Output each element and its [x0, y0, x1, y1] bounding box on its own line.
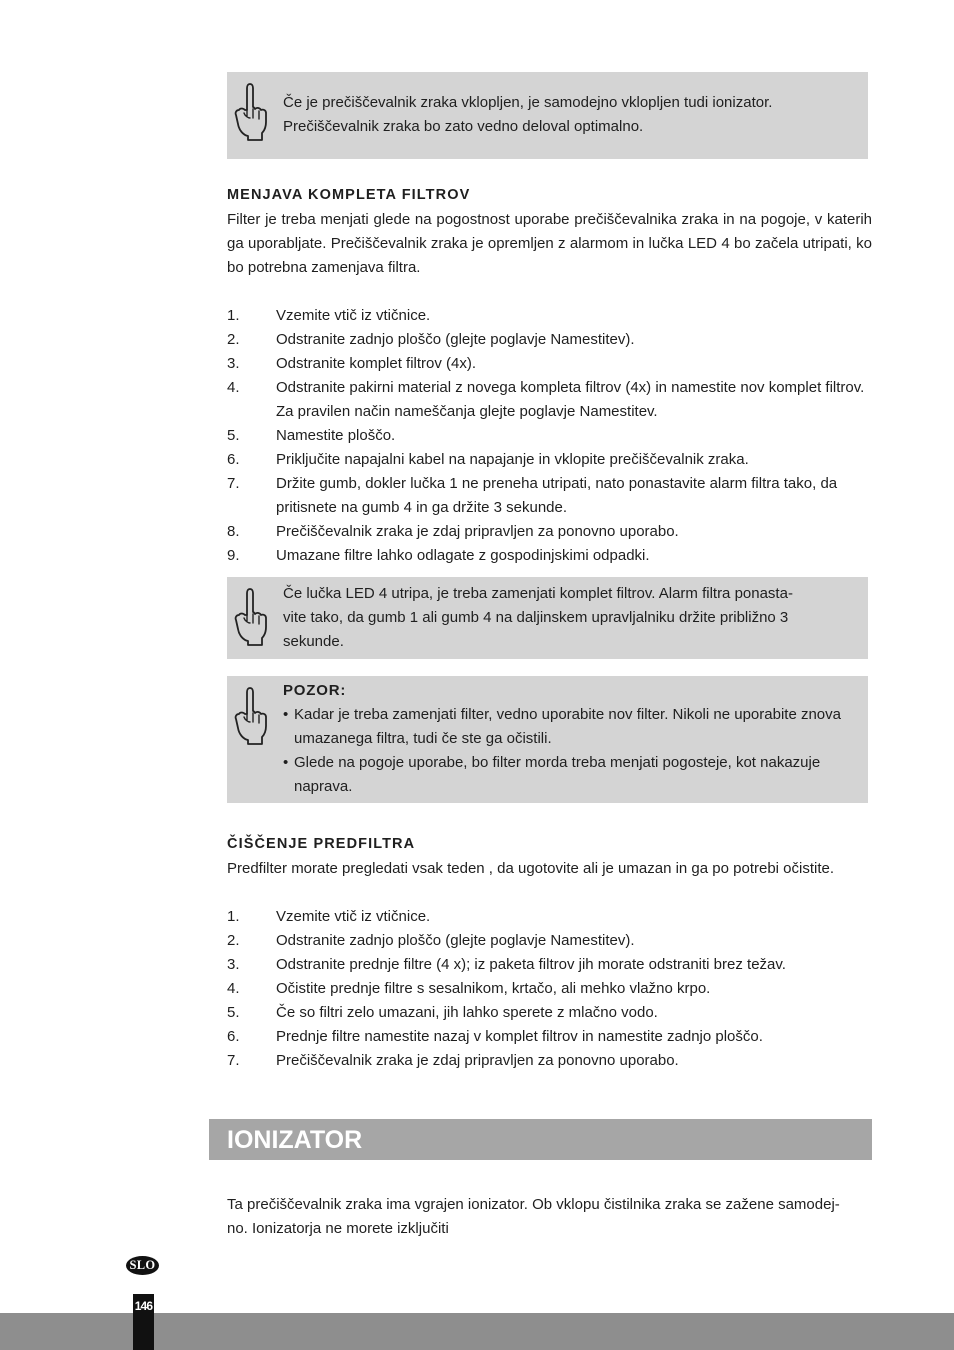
note-line: Če je prečiščevalnik zraka vklopljen, je samodejno vklopljen tudi ionizator. [283, 94, 773, 111]
filter-intro-paragraph: Filter je treba menjati glede na pogostnost uporabe prečiščevalnika zraka in na pogoje, v katerih ga uporabljate. Prečiščevalnik zraka je opremljen z alarmom in lučka LED 4 bo začela utripati, ko bo potrebna zamenjava filtra. [227, 211, 872, 276]
list-item: 3. Odstranite prednje filtre (4 x); iz paketa filtrov jih morate odstraniti brez težav. [227, 956, 786, 973]
list-item: 1. Vzemite vtič iz vtičnice. [227, 307, 431, 324]
filter-replacement-steps [227, 304, 872, 568]
section-heading-prefilter-cleaning: ČIŠČENJE PREDFILTRA [227, 836, 416, 852]
note-line: sekunde. [283, 633, 344, 650]
warning-title: POZOR: [283, 682, 347, 699]
section-title-ionizator: IONIZATOR [227, 1126, 363, 1154]
list-item: 4. Odstranite pakirni material z novega kompleta filtrov (4x) in namestite nov komplet filtrov. Za pravilen način nameščanja glejte poglavje Namestitev. [227, 379, 865, 420]
list-item: 6. Prednje filtre namestite nazaj v komplet filtrov in namestite zadnjo ploščo. [227, 1028, 763, 1045]
list-item: 1. Vzemite vtič iz vtičnice. [227, 908, 431, 925]
ionizer-line: Ta prečiščevalnik zraka ima vgrajen ionizator. Ob vklopu čistilnika zraka se zažene samodej- [227, 1196, 840, 1213]
warning-bullet: • Glede na pogoje uporabe, bo filter morda treba menjati pogosteje, kot nakazuje naprava. [283, 754, 821, 795]
note-line: vite tako, da gumb 1 ali gumb 4 na daljinskem upravljalniku držite približno 3 [283, 609, 789, 626]
ionizer-paragraph [227, 1193, 872, 1241]
note-line: Če lučka LED 4 utripa, je treba zamenjati komplet filtrov. Alarm filtra ponasta- [283, 585, 793, 602]
pointing-hand-icon [233, 585, 267, 649]
note-box-led-alarm [227, 577, 868, 659]
note-box-warning [227, 676, 868, 803]
list-item: 7. Držite gumb, dokler lučka 1 ne preneha utripati, nato ponastavite alarm filtra tako, da pritisnete na gumb 4 in ga držite 3 sekunde. [227, 475, 838, 516]
list-item: 5. Namestite ploščo. [227, 427, 396, 444]
prefilter-intro-paragraph: Predfilter morate pregledati vsak teden , da ugotovite ali je umazan in ga po potrebi očistite. [227, 860, 835, 877]
pointing-hand-icon [233, 684, 267, 748]
list-item: 6. Priključite napajalni kabel na napajanje in vklopite prečiščevalnik zraka. [227, 451, 749, 468]
list-item: 3. Odstranite komplet filtrov (4x). [227, 355, 477, 372]
list-item: 5. Če so filtri zelo umazani, jih lahko sperete z mlačno vodo. [227, 1004, 658, 1021]
page-number: 146 [134, 1299, 153, 1313]
page-number-tab [133, 1294, 154, 1350]
list-item: 9. Umazane filtre lahko odlagate z gospodinjskimi odpadki. [227, 547, 650, 564]
list-item: 2. Odstranite zadnjo ploščo (glejte poglavje Namestitev). [227, 331, 635, 348]
list-item: 2. Odstranite zadnjo ploščo (glejte poglavje Namestitev). [227, 932, 635, 949]
list-item: 4. Očistite prednje filtre s sesalnikom, krtačo, ali mehko vlažno krpo. [227, 980, 711, 997]
pointing-hand-icon [233, 80, 267, 144]
language-badge: SLO [126, 1256, 159, 1275]
section-title-bar [209, 1119, 872, 1160]
note-line: Prečiščevalnik zraka bo zato vedno deloval optimalno. [283, 118, 644, 135]
warning-bullet: • Kadar je treba zamenjati filter, vedno uporabite nov filter. Nikoli ne uporabite znova umazanega filtra, tudi če ste ga očistili. [283, 706, 841, 747]
note-box-ionizer [227, 72, 868, 159]
list-item: 8. Prečiščevalnik zraka je zdaj pripravljen za ponovno uporabo. [227, 523, 679, 540]
section-heading-filter-replacement: MENJAVA KOMPLETA FILTROV [227, 187, 471, 203]
ionizer-line: no. Ionizatorja ne morete izključiti [227, 1220, 449, 1237]
prefilter-cleaning-steps [227, 905, 872, 1073]
list-item: 7. Prečiščevalnik zraka je zdaj pripravljen za ponovno uporabo. [227, 1052, 679, 1069]
